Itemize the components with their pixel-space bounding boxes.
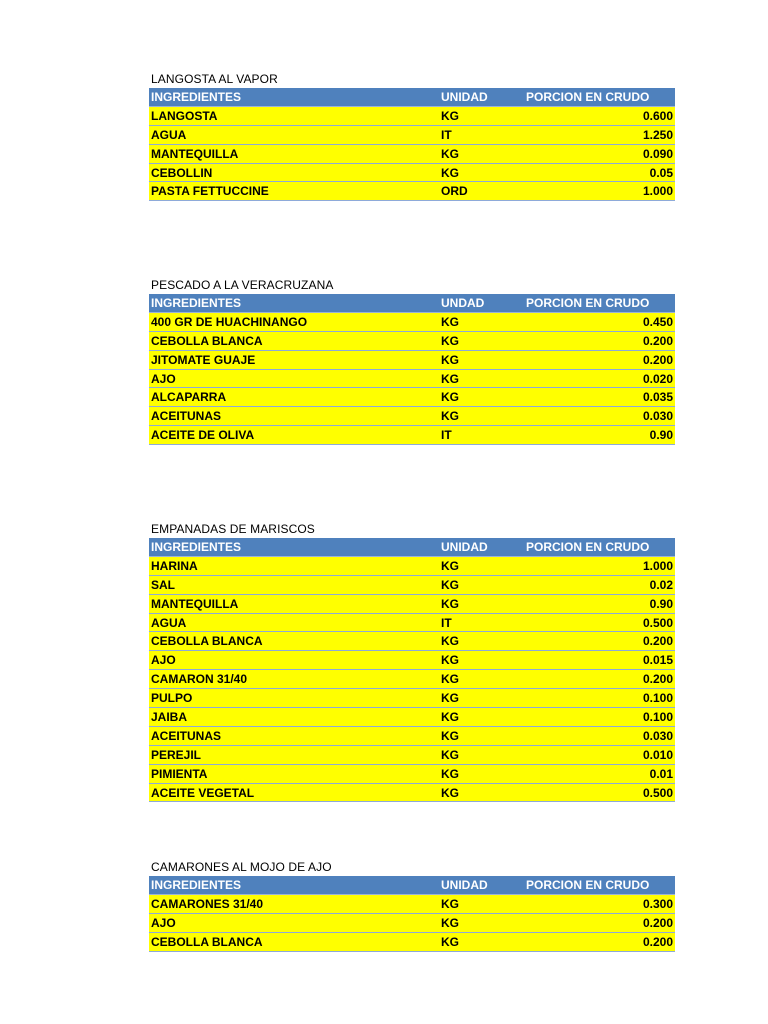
ingredient-unit: KG bbox=[441, 710, 459, 725]
table-body bbox=[149, 557, 675, 803]
table-row bbox=[149, 895, 675, 914]
header-ingredientes: INGREDIENTES bbox=[151, 878, 242, 892]
ingredient-name: PASTA FETTUCCINE bbox=[151, 184, 269, 199]
recipe-langosta-al-vapor bbox=[149, 71, 675, 201]
header-porcion: PORCION EN CRUDO bbox=[526, 878, 650, 892]
table-row bbox=[149, 651, 675, 670]
header-ingredientes: INGREDIENTES bbox=[151, 90, 242, 104]
table-body bbox=[149, 895, 675, 952]
ingredient-unit: KG bbox=[441, 108, 459, 123]
ingredient-quantity: 0.020 bbox=[642, 371, 673, 386]
ingredient-quantity: 0.200 bbox=[642, 672, 673, 687]
ingredient-quantity: 0.010 bbox=[642, 747, 673, 762]
table-row bbox=[149, 933, 675, 952]
ingredient-quantity: 0.015 bbox=[642, 653, 673, 668]
ingredient-quantity: 0.200 bbox=[642, 333, 673, 348]
ingredient-name: CEBOLLIN bbox=[151, 165, 213, 180]
ingredient-name: MANTEQUILLA bbox=[151, 146, 239, 161]
ingredient-quantity: 0.02 bbox=[649, 577, 673, 592]
recipe-title: LANGOSTA AL VAPOR bbox=[151, 72, 278, 86]
table-header bbox=[149, 294, 675, 313]
table-header bbox=[149, 88, 675, 107]
ingredient-name: CEBOLLA BLANCA bbox=[151, 934, 263, 949]
ingredient-quantity: 0.90 bbox=[649, 596, 673, 611]
ingredient-unit: KG bbox=[441, 691, 459, 706]
ingredient-unit: KG bbox=[441, 314, 459, 329]
ingredient-unit: KG bbox=[441, 896, 459, 911]
ingredient-unit: IT bbox=[441, 127, 452, 142]
table-row bbox=[149, 370, 675, 389]
recipe-camarones-al-mojo-de-ajo bbox=[149, 859, 675, 952]
table-row bbox=[149, 388, 675, 407]
table-row bbox=[149, 765, 675, 784]
table-row bbox=[149, 557, 675, 576]
header-unidad: UNIDAD bbox=[441, 878, 488, 892]
ingredient-quantity: 0.05 bbox=[649, 165, 673, 180]
table-row bbox=[149, 914, 675, 933]
ingredient-quantity: 0.030 bbox=[642, 409, 673, 424]
ingredient-unit: KG bbox=[441, 766, 459, 781]
table-header bbox=[149, 538, 675, 557]
ingredient-name: AGUA bbox=[151, 615, 187, 630]
ingredient-quantity: 1.000 bbox=[642, 558, 673, 573]
table-row bbox=[149, 727, 675, 746]
table-row bbox=[149, 182, 675, 201]
ingredient-name: HARINA bbox=[151, 558, 198, 573]
table-row bbox=[149, 407, 675, 426]
table-row bbox=[149, 126, 675, 145]
ingredient-quantity: 0.200 bbox=[642, 915, 673, 930]
ingredient-name: 400 GR DE HUACHINANGO bbox=[151, 314, 308, 329]
table-header bbox=[149, 876, 675, 895]
ingredient-unit: KG bbox=[441, 558, 459, 573]
ingredient-quantity: 0.300 bbox=[642, 896, 673, 911]
table-row bbox=[149, 351, 675, 370]
ingredient-name: JAIBA bbox=[151, 710, 188, 725]
table-row bbox=[149, 670, 675, 689]
ingredient-quantity: 0.200 bbox=[642, 934, 673, 949]
table-row bbox=[149, 595, 675, 614]
table-row bbox=[149, 576, 675, 595]
ingredient-name: LANGOSTA bbox=[151, 108, 218, 123]
ingredient-unit: KG bbox=[441, 596, 459, 611]
recipe-pescado-a-la-veracruzana bbox=[149, 277, 675, 445]
ingredient-unit: KG bbox=[441, 371, 459, 386]
ingredient-unit: KG bbox=[441, 728, 459, 743]
ingredient-unit: KG bbox=[441, 934, 459, 949]
ingredient-name: SAL bbox=[151, 577, 175, 592]
header-porcion: PORCION EN CRUDO bbox=[526, 296, 650, 310]
ingredient-quantity: 0.450 bbox=[642, 314, 673, 329]
header-porcion: PORCION EN CRUDO bbox=[526, 90, 650, 104]
header-ingredientes: INGREDIENTES bbox=[151, 296, 242, 310]
ingredient-unit: ORD bbox=[441, 184, 468, 199]
table-row bbox=[149, 164, 675, 183]
table-row bbox=[149, 632, 675, 651]
ingredient-quantity: 0.200 bbox=[642, 634, 673, 649]
ingredient-quantity: 0.01 bbox=[649, 766, 673, 781]
ingredient-unit: KG bbox=[441, 352, 459, 367]
ingredient-unit: KG bbox=[441, 577, 459, 592]
table-row bbox=[149, 426, 675, 445]
ingredient-quantity: 0.100 bbox=[642, 691, 673, 706]
ingredient-unit: KG bbox=[441, 333, 459, 348]
ingredient-name: ALCAPARRA bbox=[151, 390, 227, 405]
table-row bbox=[149, 784, 675, 803]
ingredient-name: CAMARONES 31/40 bbox=[151, 896, 264, 911]
table-body bbox=[149, 107, 675, 201]
recipe-empanadas-de-mariscos bbox=[149, 521, 675, 802]
header-unidad: UNDAD bbox=[441, 296, 485, 310]
ingredient-unit: KG bbox=[441, 653, 459, 668]
table-row bbox=[149, 145, 675, 164]
table-row bbox=[149, 708, 675, 727]
ingredient-name: PEREJIL bbox=[151, 747, 202, 762]
ingredient-unit: IT bbox=[441, 428, 452, 443]
ingredient-quantity: 0.200 bbox=[642, 352, 673, 367]
ingredient-unit: IT bbox=[441, 615, 452, 630]
ingredient-name: ACEITE DE OLIVA bbox=[151, 428, 255, 443]
recipe-title: EMPANADAS DE MARISCOS bbox=[151, 522, 315, 536]
header-unidad: UNIDAD bbox=[441, 540, 488, 554]
ingredient-name: PIMIENTA bbox=[151, 766, 208, 781]
header-ingredientes: INGREDIENTES bbox=[151, 540, 242, 554]
ingredient-name: JITOMATE GUAJE bbox=[151, 352, 256, 367]
ingredient-unit: KG bbox=[441, 146, 459, 161]
table-row bbox=[149, 746, 675, 765]
ingredient-unit: KG bbox=[441, 915, 459, 930]
table-row bbox=[149, 614, 675, 633]
ingredient-quantity: 0.500 bbox=[642, 785, 673, 800]
table-row bbox=[149, 107, 675, 126]
ingredient-name: ACEITUNAS bbox=[151, 728, 222, 743]
ingredient-quantity: 1.000 bbox=[642, 184, 673, 199]
recipe-title: CAMARONES AL MOJO DE AJO bbox=[151, 860, 332, 874]
header-porcion: PORCION EN CRUDO bbox=[526, 540, 650, 554]
ingredient-unit: KG bbox=[441, 409, 459, 424]
ingredient-name: CEBOLLA BLANCA bbox=[151, 634, 263, 649]
ingredient-unit: KG bbox=[441, 634, 459, 649]
ingredient-name: CAMARON 31/40 bbox=[151, 672, 248, 687]
header-unidad: UNIDAD bbox=[441, 90, 488, 104]
ingredient-name: ACEITE VEGETAL bbox=[151, 785, 255, 800]
ingredient-name: AGUA bbox=[151, 127, 187, 142]
recipe-title: PESCADO A LA VERACRUZANA bbox=[151, 278, 334, 292]
ingredient-quantity: 0.100 bbox=[642, 710, 673, 725]
ingredient-quantity: 0.90 bbox=[649, 428, 673, 443]
ingredient-unit: KG bbox=[441, 165, 459, 180]
table-row bbox=[149, 332, 675, 351]
ingredient-unit: KG bbox=[441, 747, 459, 762]
table-row bbox=[149, 689, 675, 708]
ingredient-name: AJO bbox=[151, 653, 176, 668]
ingredient-name: PULPO bbox=[151, 691, 193, 706]
ingredient-name: AJO bbox=[151, 915, 176, 930]
ingredient-quantity: 0.030 bbox=[642, 728, 673, 743]
ingredient-quantity: 0.500 bbox=[642, 615, 673, 630]
ingredient-quantity: 1.250 bbox=[642, 127, 673, 142]
ingredient-name: AJO bbox=[151, 371, 176, 386]
ingredient-unit: KG bbox=[441, 672, 459, 687]
ingredient-name: ACEITUNAS bbox=[151, 409, 222, 424]
ingredient-quantity: 0.600 bbox=[642, 108, 673, 123]
table-row bbox=[149, 313, 675, 332]
ingredient-unit: KG bbox=[441, 785, 459, 800]
ingredient-quantity: 0.035 bbox=[642, 390, 673, 405]
ingredient-name: MANTEQUILLA bbox=[151, 596, 239, 611]
ingredient-quantity: 0.090 bbox=[642, 146, 673, 161]
table-body bbox=[149, 313, 675, 445]
ingredient-name: CEBOLLA BLANCA bbox=[151, 333, 263, 348]
ingredient-unit: KG bbox=[441, 390, 459, 405]
